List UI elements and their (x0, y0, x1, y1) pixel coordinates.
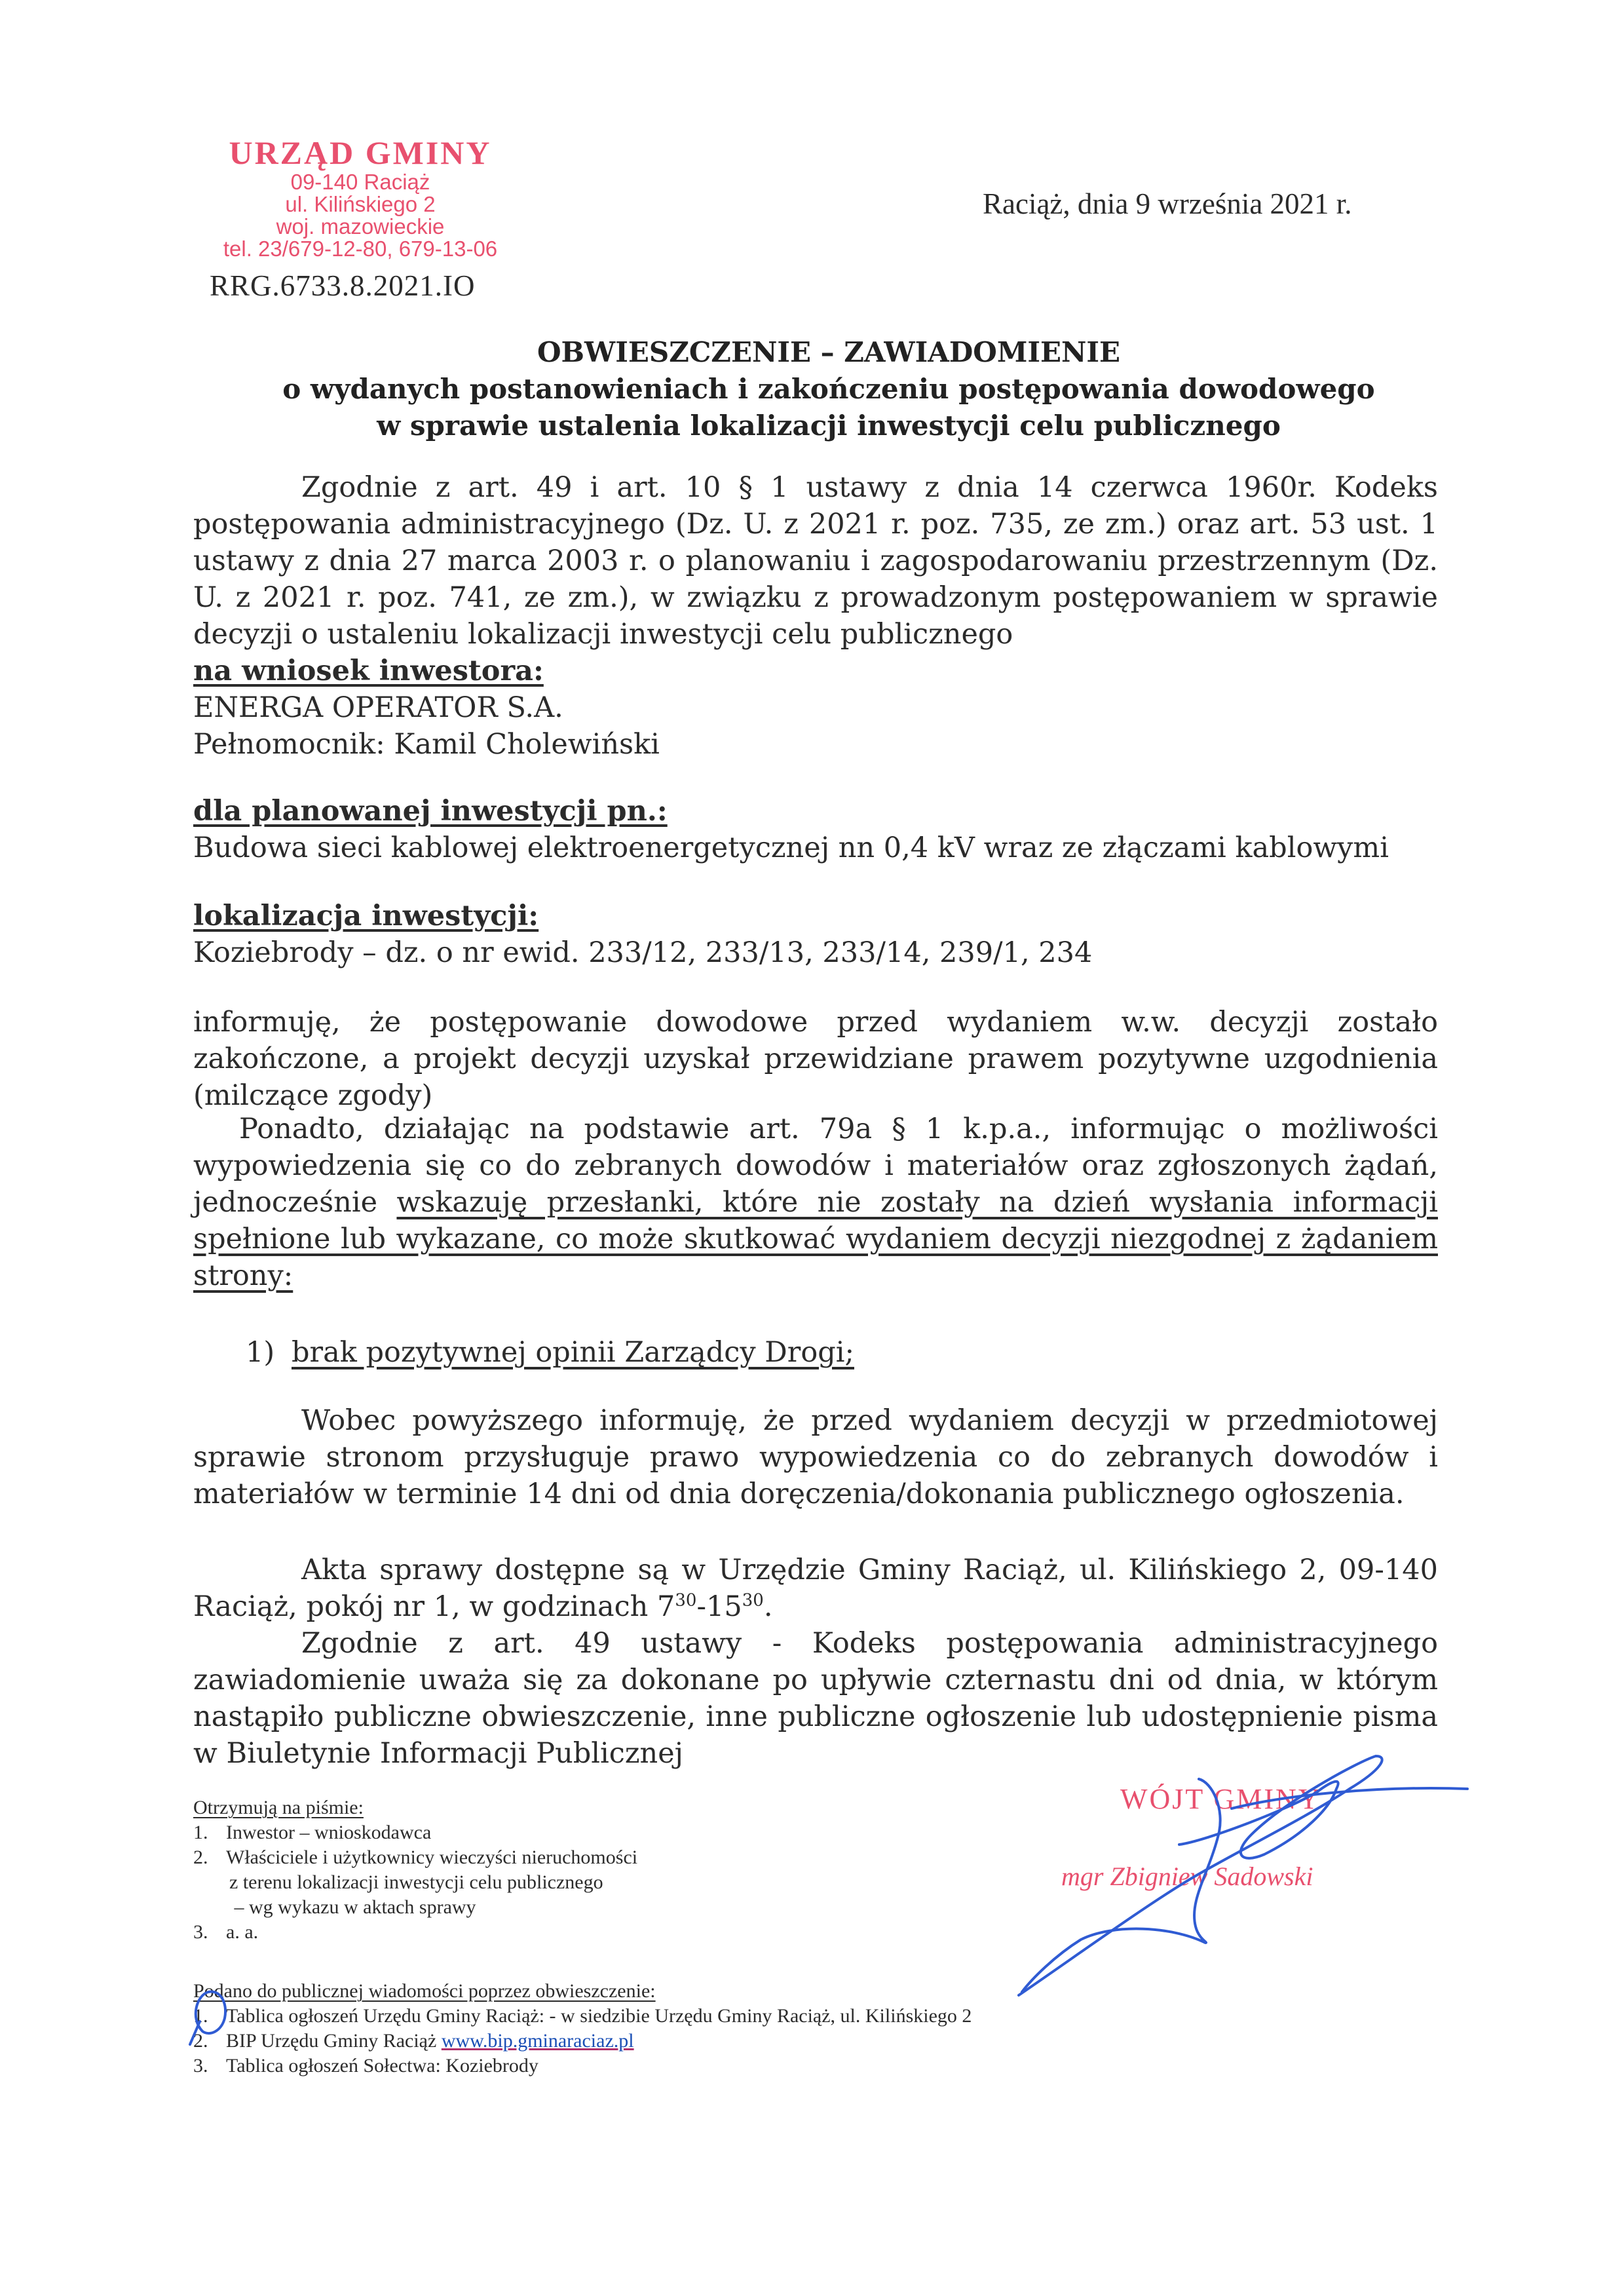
condition-item (246, 1334, 1228, 1371)
office-stamp (216, 134, 504, 260)
publication-section (193, 1979, 1307, 2078)
condition-number: 1) (246, 1336, 275, 1369)
hours-end-minutes: 30 (742, 1590, 764, 1611)
document-date: Raciąż, dnia 9 września 2021 r. (983, 187, 1352, 220)
zgodnie-paragraph: Zgodnie z art. 49 ustawy - Kodeks postępowania administracyjnego zawiadomienie uważa się za dokonane po upływie czternastu dni od dnia, w którym nastąpiło publiczne obwieszczenie, inne publiczne ogłoszenie lub udostępnienie pisma w Biuletynie Informacji Publicznej (193, 1627, 1438, 1770)
stamp-line: tel. 23/679-12-80, 679-13-06 (223, 237, 498, 261)
location-label: lokalizacja inwestycji: (193, 900, 539, 932)
intro-paragraph: Zgodnie z art. 49 i art. 10 § 1 ustawy z dnia 14 czerwca 1960r. Kodeks postępowania administracyjnego (Dz. U. z 2021 r. poz. 735, ze zm.) oraz art. 53 ust. 1 ustawy z dnia 27 marca 2003 r. o planowaniu i zagospodarowaniu przestrzennym (Dz. U. z 2021 r. poz. 741, ze zm.), w związku z prowadzonym postępowaniem w sprawie decyzji o ustaleniu lokalizacji inwestycji celu publicznego (193, 471, 1438, 651)
publication-item: 3. Tablica ogłoszeń Sołectwa: Koziebrody (193, 2055, 538, 2076)
wobec-paragraph: Wobec powyższego informuję, że przed wydaniem decyzji w przedmiotowej sprawie stronom przysługuje prawo wypowiedzenia co do zebranych dowodów i materiałów w terminie 14 dni od dnia doręczenia/dokonania publicznego ogłoszenia. (193, 1404, 1438, 1510)
applicant-name: ENERGA OPERATOR S.A. (193, 691, 563, 724)
akta-paragraph (193, 1552, 1438, 1625)
stamp-title: URZĄD GMINY (229, 134, 492, 171)
title-line-3: w sprawie ustalenia lokalizacji inwestycji celu publicznego (377, 410, 1281, 442)
inform-paragraph: informuję, że postępowanie dowodowe przed wydaniem w.w. decyzji zostało zakończone, a projekt decyzji uzyskał przewidziane prawem pozytywne uzgodnienia (milczące zgody) (193, 1006, 1438, 1112)
publication-heading: Podano do publicznej wiadomości poprzez obwieszczenie: (193, 1980, 656, 2002)
document-title (190, 334, 1467, 444)
stamp-line: woj. mazowieckie (276, 214, 445, 239)
publication-item: 2. BIP Urzędu Gminy Raciąż www.bip.gminaraciaz.pl (193, 2030, 634, 2052)
recipient-item: 3. a. a. (193, 1921, 259, 1943)
hours-start-minutes: 30 (675, 1590, 697, 1611)
investment-label: dla planowanej inwestycji pn.: (193, 795, 668, 828)
ponadto-paragraph (193, 1111, 1438, 1294)
title-line-1: OBWIESZCZENIE – ZAWIADOMIENIE (537, 336, 1121, 368)
recipient-item-continuation: z terenu lokalizacji inwestycji celu publicznego (229, 1871, 603, 1893)
reference-number: RRG.6733.8.2021.IO (210, 269, 476, 302)
bip-link[interactable]: www.bip.gminaraciaz.pl (441, 2030, 634, 2052)
akta-end: . (763, 1590, 773, 1623)
location-section (193, 898, 1438, 971)
signature-name: mgr Zbigniew Sadowski (1061, 1862, 1313, 1891)
recipient-item: 1. Inwestor – wnioskodawca (193, 1822, 432, 1843)
ponadto-underlined: wskazuję przesłanki, które nie zostały na dzień wysłania informacji spełnione lub wykazane, co może skutkować wydaniem decyzji niezgodnej z żądaniem strony: (193, 1186, 1438, 1292)
recipient-item-continuation: – wg wykazu w aktach sprawy (229, 1896, 476, 1918)
applicant-proxy: Pełnomocnik: Kamil Cholewiński (193, 728, 660, 761)
recipients-heading: Otrzymują na piśmie: (193, 1797, 364, 1818)
signature-title: WÓJT GMINY (1120, 1783, 1321, 1815)
publication-item: 1. Tablica ogłoszeń Urzędu Gminy Raciąż: - w siedzibie Urzędu Gminy Raciąż, ul. Kilińskiego 2 (193, 2005, 972, 2027)
applicant-section (193, 653, 1438, 763)
conditions-list (246, 1334, 1228, 1371)
ponadto-text: Ponadto, działając na podstawie art. 79a § 1 k.p.a., informując o możliwości wypowiedzenia się co do zebranych dowodów i materiałów oraz zgłoszonych żądań, jednocześnie (193, 1113, 1438, 1219)
title-line-2: o wydanych postanowieniach i zakończeniu postępowania dowodowego (282, 373, 1375, 405)
hours-separator: -15 (696, 1590, 742, 1623)
condition-text: brak pozytywnej opinii Zarządcy Drogi; (292, 1336, 854, 1369)
stamp-line: ul. Kilińskiego 2 (285, 192, 436, 216)
applicant-label: na wniosek inwestora: (193, 655, 544, 687)
stamp-line: 09-140 Raciąż (290, 170, 430, 194)
investment-value: Budowa sieci kablowej elektroenergetycznej nn 0,4 kV wraz ze złączami kablowymi (193, 832, 1389, 864)
location-value: Koziebrody – dz. o nr ewid. 233/12, 233/13, 233/14, 239/1, 234 (193, 936, 1093, 969)
akta-text: Akta sprawy dostępne są w Urzędzie Gminy Raciąż, ul. Kilińskiego 2, 09-140 Raciąż, pokój nr 1, w godzinach 7 (193, 1554, 1438, 1623)
investment-section (193, 793, 1438, 866)
recipient-item: 2. Właściciele i użytkownicy wieczyści nieruchomości (193, 1846, 638, 1868)
